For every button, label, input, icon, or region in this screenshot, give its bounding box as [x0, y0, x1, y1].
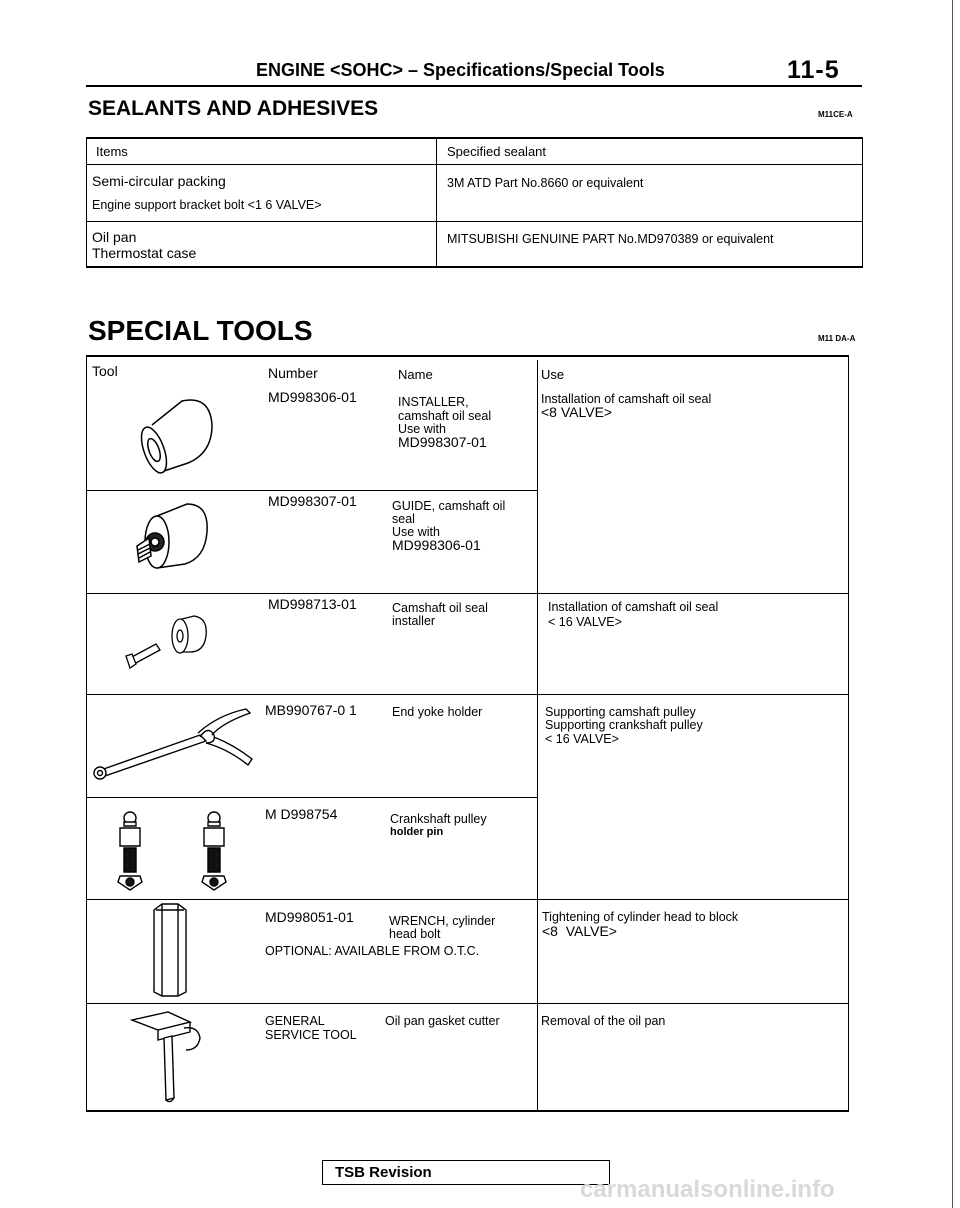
tool-number: MD998306-01 [268, 389, 357, 405]
tool-use: Tightening of cylinder head to block [542, 910, 739, 924]
tool-name: INSTALLER, [398, 395, 469, 409]
tool-name: Use with [398, 422, 446, 436]
tool-use: <8 VALVE> [542, 923, 617, 939]
tool-name: Oil pan gasket cutter [385, 1014, 500, 1028]
sealant-item: Oil pan [92, 229, 137, 245]
watermark: carmanualsonline.info [580, 1176, 835, 1203]
tool-use: < 16 VALVE> [545, 732, 619, 746]
tool-name: GUIDE, camshaft oil [392, 499, 506, 513]
tool-number: MD998713-01 [268, 596, 357, 612]
holder-pin-icon [108, 810, 238, 895]
tool-name: holder pin [390, 826, 444, 838]
tool-name: MD998307-01 [398, 434, 487, 450]
tool-use: Removal of the oil pan [541, 1014, 666, 1028]
special-tools-code: M11 DA-A [818, 334, 856, 343]
tool-number: GENERAL SERVICE TOOL [265, 1014, 357, 1042]
col-header-name: Name [398, 367, 433, 382]
col-header-tool: Tool [92, 363, 118, 379]
special-tools-heading: SPECIAL TOOLS [88, 315, 313, 346]
sealant-item: Engine support bracket bolt <1 6 VALVE> [92, 198, 322, 212]
tool-note: OPTIONAL: AVAILABLE FROM O.T.C. [265, 944, 480, 958]
page-title: ENGINE <SOHC> – Specifications/Special Tools [256, 60, 665, 80]
tool-name: seal [392, 512, 415, 526]
tool-name: End yoke holder [392, 705, 483, 719]
seal-installer-icon [140, 395, 220, 480]
tool-number: MD998051-01 [265, 909, 354, 925]
end-yoke-holder-icon [88, 705, 263, 785]
col-header-use: Use [541, 367, 565, 382]
tool-use: <8 VALVE> [541, 404, 613, 420]
sealant-item: Thermostat case [92, 245, 197, 261]
tool-use: Supporting crankshaft pulley [545, 718, 703, 732]
tool-use: Installation of camshaft oil seal [548, 600, 719, 614]
guide-icon [135, 498, 215, 578]
tool-name: Crankshaft pulley [390, 812, 487, 826]
tool-name: camshaft oil seal [398, 409, 492, 423]
tool-number: M D998754 [265, 806, 338, 822]
tool-name: Use with [392, 525, 440, 539]
col-header-sealant: Specified sealant [447, 144, 547, 159]
tool-name: WRENCH, cylinder [389, 914, 496, 928]
hex-wrench-icon [148, 902, 193, 997]
revision-label: TSB Revision [335, 1164, 432, 1181]
sealant-spec: MITSUBISHI GENUINE PART No.MD970389 or equivalent [447, 232, 774, 246]
sealants-code: M11CE-A [818, 110, 853, 119]
page-number: 11-5 [787, 56, 840, 84]
sealant-item: Semi-circular packing [92, 173, 226, 189]
gasket-cutter-icon [128, 1010, 203, 1102]
tool-number: MD998307-01 [268, 493, 357, 509]
tool-name: head bolt [389, 927, 441, 941]
tool-name: MD998306-01 [392, 537, 481, 553]
page-edge [952, 0, 953, 1208]
tool-name: Camshaft oil seal [392, 601, 488, 615]
header-rule [86, 85, 862, 87]
seal-installer-small-icon [120, 612, 220, 672]
tool-use: Supporting camshaft pulley [545, 705, 696, 719]
tool-use: < 16 VALVE> [548, 615, 622, 629]
tool-use: Installation of camshaft oil seal [541, 392, 712, 406]
col-header-number: Number [268, 365, 318, 381]
tool-number: MB990767-0 1 [265, 702, 357, 718]
col-header-items: Items [96, 144, 128, 159]
sealants-heading: SEALANTS AND ADHESIVES [88, 97, 379, 120]
tool-name: installer [392, 614, 436, 628]
sealant-spec: 3M ATD Part No.8660 or equivalent [447, 176, 644, 190]
